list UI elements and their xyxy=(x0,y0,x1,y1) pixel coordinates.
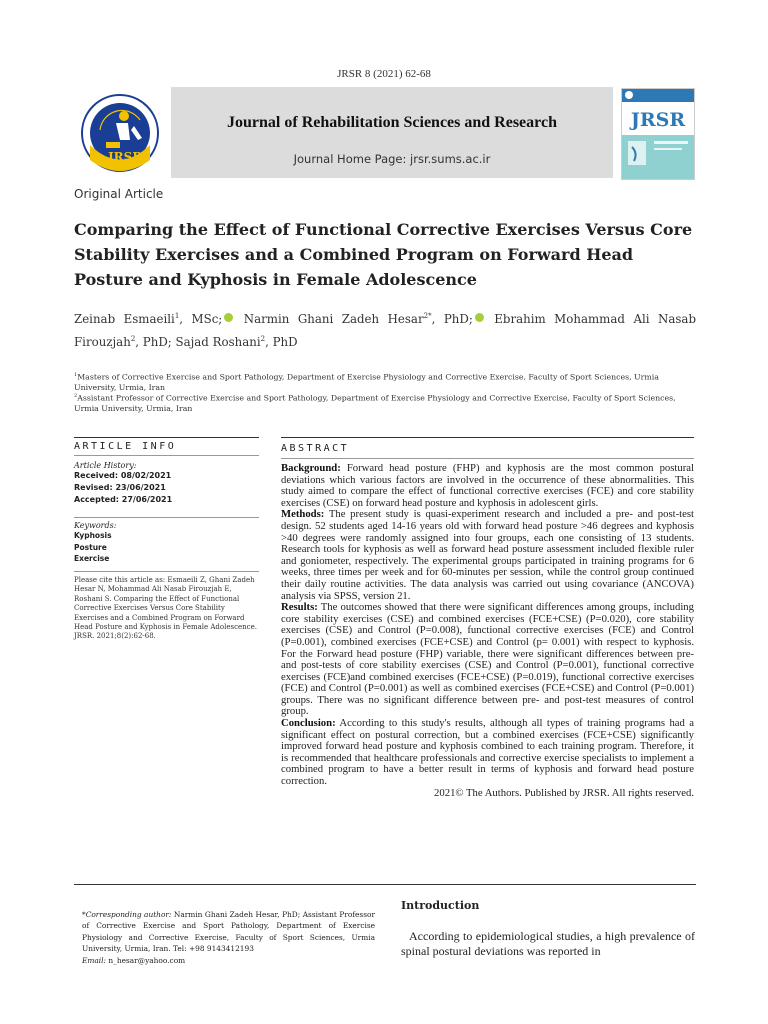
orcid-icon[interactable] xyxy=(475,313,484,322)
author-degree: , PhD; xyxy=(135,334,176,349)
keywords xyxy=(74,521,259,565)
article-info-heading: ARTICLE INFO xyxy=(74,441,177,452)
author-email[interactable]: n_hesar@yahoo.com xyxy=(106,955,186,965)
article-type: Original Article xyxy=(74,187,164,201)
abstract-conclusion: Conclusion: According to this study's results, although all types of training programs had a significant effect on postural correction, but a combined exercises (FCE+CSE) significantly improved forward head posture and kyphosis combined to each training program. Therefore, it is recommended that healthcare professionals and corrective exercise specialists to implement a combined program to have a better result in terms of kyphosis and forward head posture correction. xyxy=(281,717,694,788)
author-name: Sajad Roshani xyxy=(175,334,261,349)
divider xyxy=(74,517,259,518)
author-name: Narmin Ghani Zadeh Hesar xyxy=(235,311,424,326)
cover-title: JRSR xyxy=(630,109,686,131)
accepted-date: Accepted: 27/06/2021 xyxy=(74,495,173,504)
keywords-label: Keywords: xyxy=(74,521,117,530)
abstract-background: Background: Forward head posture (FHP) and kyphosis are the most common postural deviations which various factors are involved in the occurrence of these abnormalities. This study aimed to compare the effect of functional corrective exercises (FCE) and core stability exercises (CSE) on forward head posture and kyphosis in adolescent girls. xyxy=(281,462,694,509)
introduction-heading: Introduction xyxy=(401,899,480,912)
divider xyxy=(74,437,259,438)
cover-seal-icon xyxy=(625,91,633,99)
revised-date: Revised: 23/06/2021 xyxy=(74,483,166,492)
author-degree: , MSc; xyxy=(179,311,223,326)
copyright: 2021© The Authors. Published by JRSR. All rights reserved. xyxy=(434,786,694,799)
orcid-icon[interactable] xyxy=(224,313,233,322)
received-date: Received: 08/02/2021 xyxy=(74,471,172,480)
abstract-heading: ABSTRACT xyxy=(281,443,350,454)
affiliation-1: $^1$Masters of Corrective Exercise and Sport Pathology, Department of Exercise Physiology and Corrective Exercise, Faculty of Sport Sciences, Urmia University, Urmia, Iran xyxy=(74,372,659,392)
article-title: Comparing the Effect of Functional Corrective Exercises Versus Core Stability Exercises and a Combined Program on Forward Head Posture and Kyphosis in Female Adolescence xyxy=(74,220,693,289)
keyword: Kyphosis xyxy=(74,531,112,540)
cite-as: Please cite this article as: Esmaeili Z, Ghani Zadeh Hesar N, Mohammad Ali Nasab Firouzjah E, Roshani S. Comparing the Effect of Functional Corrective Exercises Versus Core Stability Exercises and a Combined Program on Forward Head Posture and Kyphosis in Female Adolescence. JRSR. 2021;8(2):62-68. xyxy=(74,576,257,641)
author-superscript: 2 xyxy=(260,334,266,343)
affiliation-2: $^2$Assistant Professor of Corrective Exercise and Sport Pathology, Department of Exercise Physiology and Corrective Exercise, Faculty of Sport Sciences, Urmia University, Urmia, Iran xyxy=(74,393,676,413)
article-history xyxy=(74,461,259,506)
divider xyxy=(74,571,259,572)
abstract-results: Results: The outcomes showed that there were significant differences among groups, including core stability exercises (CSE) and combined exercises (FCE+CSE) (P=0.020), core stability exercises (CSE) and Control (P=0.008), functional corrective exercises (FCE) and Control (P=0.001), combined exercises (FCE+CSE) and Control (p= 0.001) with respect to kyphosis. For the Forward head posture (FHP) variable, there were significant differences between pre- and post-tests of core stability exercises (CSE) and Control (P=0.001), functional corrective exercises (FCE)and combined exercises (FCE+CSE) (P=0.019), functional corrective exercises (FCE) and Control (P=0.001) as well as combined exercises (FCE+CSE) and Control (P=0.001) groups. There was no significant difference between pre- and post-test measures of control group. xyxy=(281,601,694,718)
author-degree: , PhD xyxy=(265,334,298,349)
introduction-text: According to epidemiological studies, a high prevalence of spinal postural deviations was reported in xyxy=(401,929,695,958)
divider xyxy=(281,437,694,438)
author-superscript: 1 xyxy=(174,312,180,320)
author-degree: , PhD; xyxy=(431,311,473,326)
corresponding-author-footnote: *Corresponding author: Narmin Ghani Zadeh Hesar, PhD; Assistant Professor of Corrective Exercise and Sport Pathology, Department of Exercise Physiology and Corrective Exercise, Faculty of Sport Sciences, Urmia University, Urmia, Iran. Tel: +98 9143412193 Email: n_hesar@yahoo.com xyxy=(82,910,376,965)
author-name: Ebrahim Mohammad Ali Nasab Firouzjah xyxy=(74,311,696,349)
history-label: Article History: xyxy=(74,461,137,470)
abstract-body xyxy=(281,463,694,799)
logo-text: JRSR xyxy=(108,150,143,164)
abstract-methods: Methods: The present study is quasi-experiment research and included a pre- and post-test design. 52 students aged 14-16 years old with forward head posture >46 degrees and kyphosis >40 degrees were randomly assigned into four groups, each one consisting of 13 students. Research tools for kyphosis as well as forward head posture assessment included flexible ruler and goniometer, respectively. The experimental groups participated in training programs for 6 weeks, three times per week and for 60-minutes per session, while the control group continued their daily routine activities. The data analysis was carried out using covariance (ANCOVA) analysis via SPSS, version 21. xyxy=(281,508,694,602)
author-superscript: 2 xyxy=(130,334,136,343)
author-list xyxy=(74,306,696,352)
journal-cover xyxy=(621,88,695,180)
divider xyxy=(74,455,259,456)
journal-home-page[interactable]: Journal Home Page: jrsr.sums.ac.ir xyxy=(293,152,491,166)
journal-citation: JRSR 8 (2021) 62-68 xyxy=(337,68,431,80)
cover-image xyxy=(622,135,694,179)
keyword: Posture xyxy=(74,542,107,552)
divider xyxy=(281,458,694,459)
author-superscript: 2* xyxy=(423,312,432,320)
divider xyxy=(74,884,696,885)
author-name: Zeinab Esmaeili xyxy=(74,311,175,326)
journal-name: Journal of Rehabilitation Sciences and Research xyxy=(227,114,557,131)
keyword: Exercise xyxy=(74,554,110,563)
